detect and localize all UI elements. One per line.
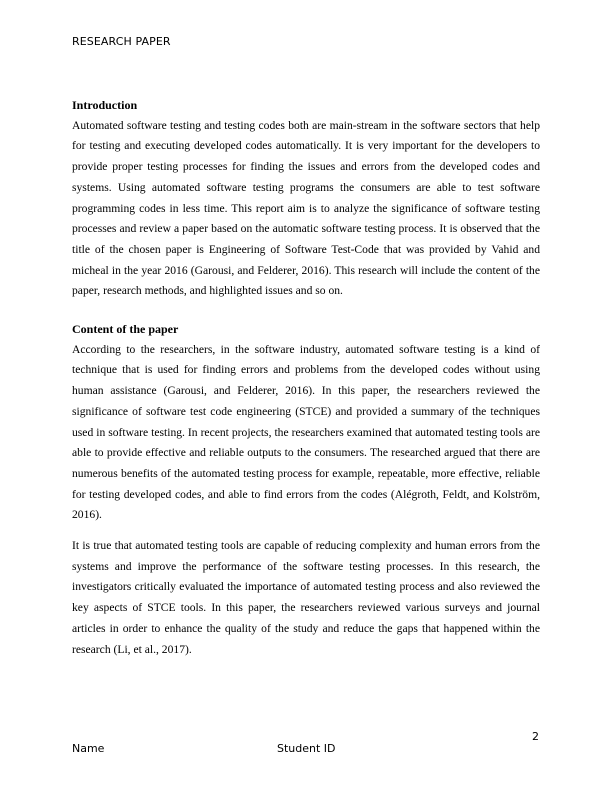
running-header: RESEARCH PAPER (72, 35, 171, 48)
paragraph: According to the researchers, in the software industry, automated software testing is a kind of technique that is used for finding errors and problems from the developed codes without using human assistance (Garousi, and Felderer, 2016). In this paper, the researchers reviewed the significance of software test code engineering (STCE) and provided a summary of the techniques used in software testing. In recent projects, the researchers examined that automated testing tools are able to provide effective and reliable outputs to the consumers. The researched argued that there are numerous benefits of the automated testing process for example, repeatable, more effective, reliable for testing developed codes, and able to find errors from the codes (Alégroth, Feldt, and Kolström, 2016). (72, 342, 540, 522)
section-heading: Content of the paper (72, 322, 179, 337)
page-number: 2 (532, 730, 539, 743)
paragraph-spacer (72, 526, 540, 536)
paragraph: It is true that automated testing tools are capable of reducing complexity and human errors from the systems and improve the performance of the software testing processes. In this research, the investigators critically evaluated the importance of automated testing process and also reviewed the key aspects of STCE tools. In this paper, the researchers reviewed various surveys and journal articles in order to enhance the quality of the study and reduce the gaps that happened within the research (Li, et al., 2017). (72, 539, 540, 656)
document-body (72, 95, 540, 660)
footer-student-id-label: Student ID (277, 742, 336, 755)
section-heading: Introduction (72, 98, 138, 112)
section-spacer (72, 302, 540, 319)
paragraph: Automated software testing and testing codes both are main-stream in the software sectors that help for testing and executing developed codes automatically. It is very important for the developers to provide proper testing processes for finding the issues and errors from the developed codes and systems. Using automated software testing programs the consumers are able to test software programming codes in less time. This report aim is to analyze the significance of software testing processes and review a paper based on the automatic software testing process. It is observed that the title of the chosen paper is Engineering of Software Test-Code that was provided by Vahid and micheal in the year 2016 (Garousi, and Felderer, 2016). This research will include the content of the paper, research methods, and highlighted issues and so on. (72, 118, 540, 298)
footer-name-label: Name (72, 742, 105, 755)
section-introduction (72, 95, 540, 302)
section-content-of-paper (72, 319, 540, 660)
